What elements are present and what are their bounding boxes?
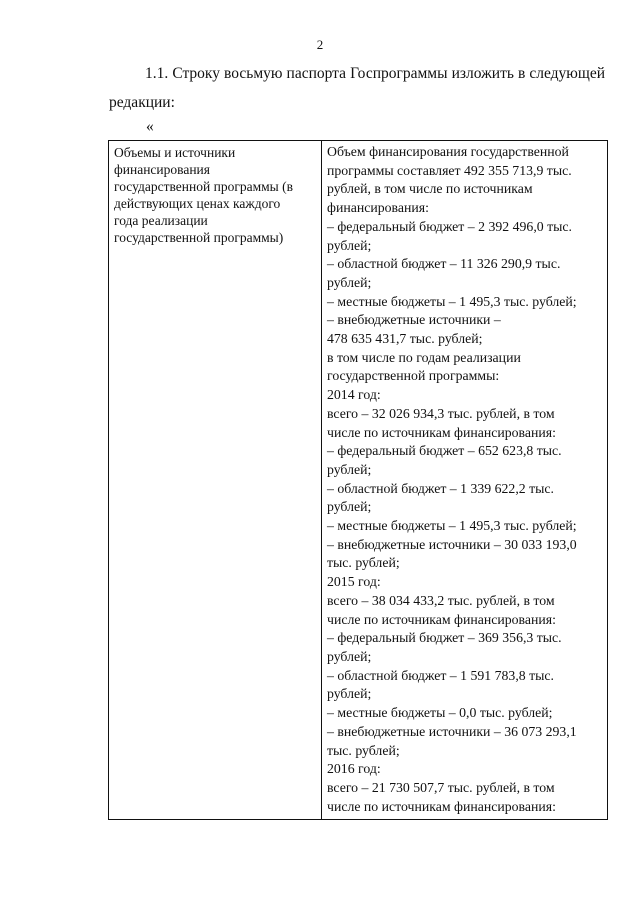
right-cell-line: финансирования: [327,200,429,216]
left-cell-line: финансирования [114,162,210,177]
right-cell-line: – областной бюджет – 1 339 622,2 тыс. [327,480,555,496]
page-number: 2 [316,37,324,52]
right-cell-line: программы составляет 492 355 713,9 тыс. [327,162,572,178]
opening-quote-mark: « [146,118,154,135]
right-cell-line: – внебюджетные источники – 30 033 193,0 [327,536,577,552]
right-cell-line: – местные бюджеты – 1 495,3 тыс. рублей; [327,293,577,309]
table-left-cell [114,144,318,246]
right-cell-line: тыс. рублей; [327,742,400,758]
table-right-cell [327,143,607,816]
right-cell-line: числе по источникам финансирования: [327,611,556,627]
right-cell-line: всего – 32 026 934,3 тыс. рублей, в том [327,405,555,421]
left-cell-line: государственной программы (в [114,179,293,194]
left-cell-line: года реализации [114,213,208,228]
right-cell-line: в том числе по годам реализации [327,349,521,365]
right-cell-line: – местные бюджеты – 0,0 тыс. рублей; [327,705,553,721]
passport-table [108,140,608,820]
right-cell-line: рублей; [327,274,372,290]
right-cell-line: 2015 год: [327,574,381,590]
right-cell-line: 478 635 431,7 тыс. рублей; [327,331,483,347]
left-cell-line: действующих ценах каждого [114,196,281,211]
right-cell-line: – федеральный бюджет – 2 392 496,0 тыс. [327,218,572,234]
right-cell-line: 2014 год: [327,387,381,403]
right-cell-line: рублей; [327,461,372,477]
right-cell-line: числе по источникам финансирования: [327,798,556,814]
right-cell-line: тыс. рублей; [327,555,400,571]
right-cell-line: рублей; [327,686,372,702]
right-cell-line: – внебюджетные источники – [327,312,501,328]
intro-paragraph-line1: 1.1. Строку восьмую паспорта Госпрограммы изложить в следующей [145,65,605,82]
right-cell-line: всего – 21 730 507,7 тыс. рублей, в том [327,779,555,795]
right-cell-line: всего – 38 034 433,2 тыс. рублей, в том [327,592,555,608]
right-cell-line: Объем финансирования государственной [327,144,569,159]
right-cell-line: рублей; [327,237,372,253]
right-cell-line: – федеральный бюджет – 652 623,8 тыс. [327,443,562,459]
right-cell-line: рублей; [327,648,372,664]
left-cell-line: Объемы и источники [114,145,236,160]
table-column-divider [321,141,322,819]
right-cell-line: – областной бюджет – 11 326 290,9 тыс. [327,256,561,272]
intro-paragraph-line2: редакции: [109,94,175,111]
right-cell-line: – федеральный бюджет – 369 356,3 тыс. [327,630,562,646]
right-cell-line: – местные бюджеты – 1 495,3 тыс. рублей; [327,518,577,534]
right-cell-line: рублей; [327,499,372,515]
right-cell-line: – внебюджетные источники – 36 073 293,1 [327,723,577,739]
right-cell-line: рублей, в том числе по источникам [327,181,533,197]
left-cell-line: государственной программы) [114,230,284,245]
right-cell-line: числе по источникам финансирования: [327,424,556,440]
right-cell-line: – областной бюджет – 1 591 783,8 тыс. [327,667,555,683]
right-cell-line: государственной программы: [327,368,500,384]
right-cell-line: 2016 год: [327,761,381,777]
